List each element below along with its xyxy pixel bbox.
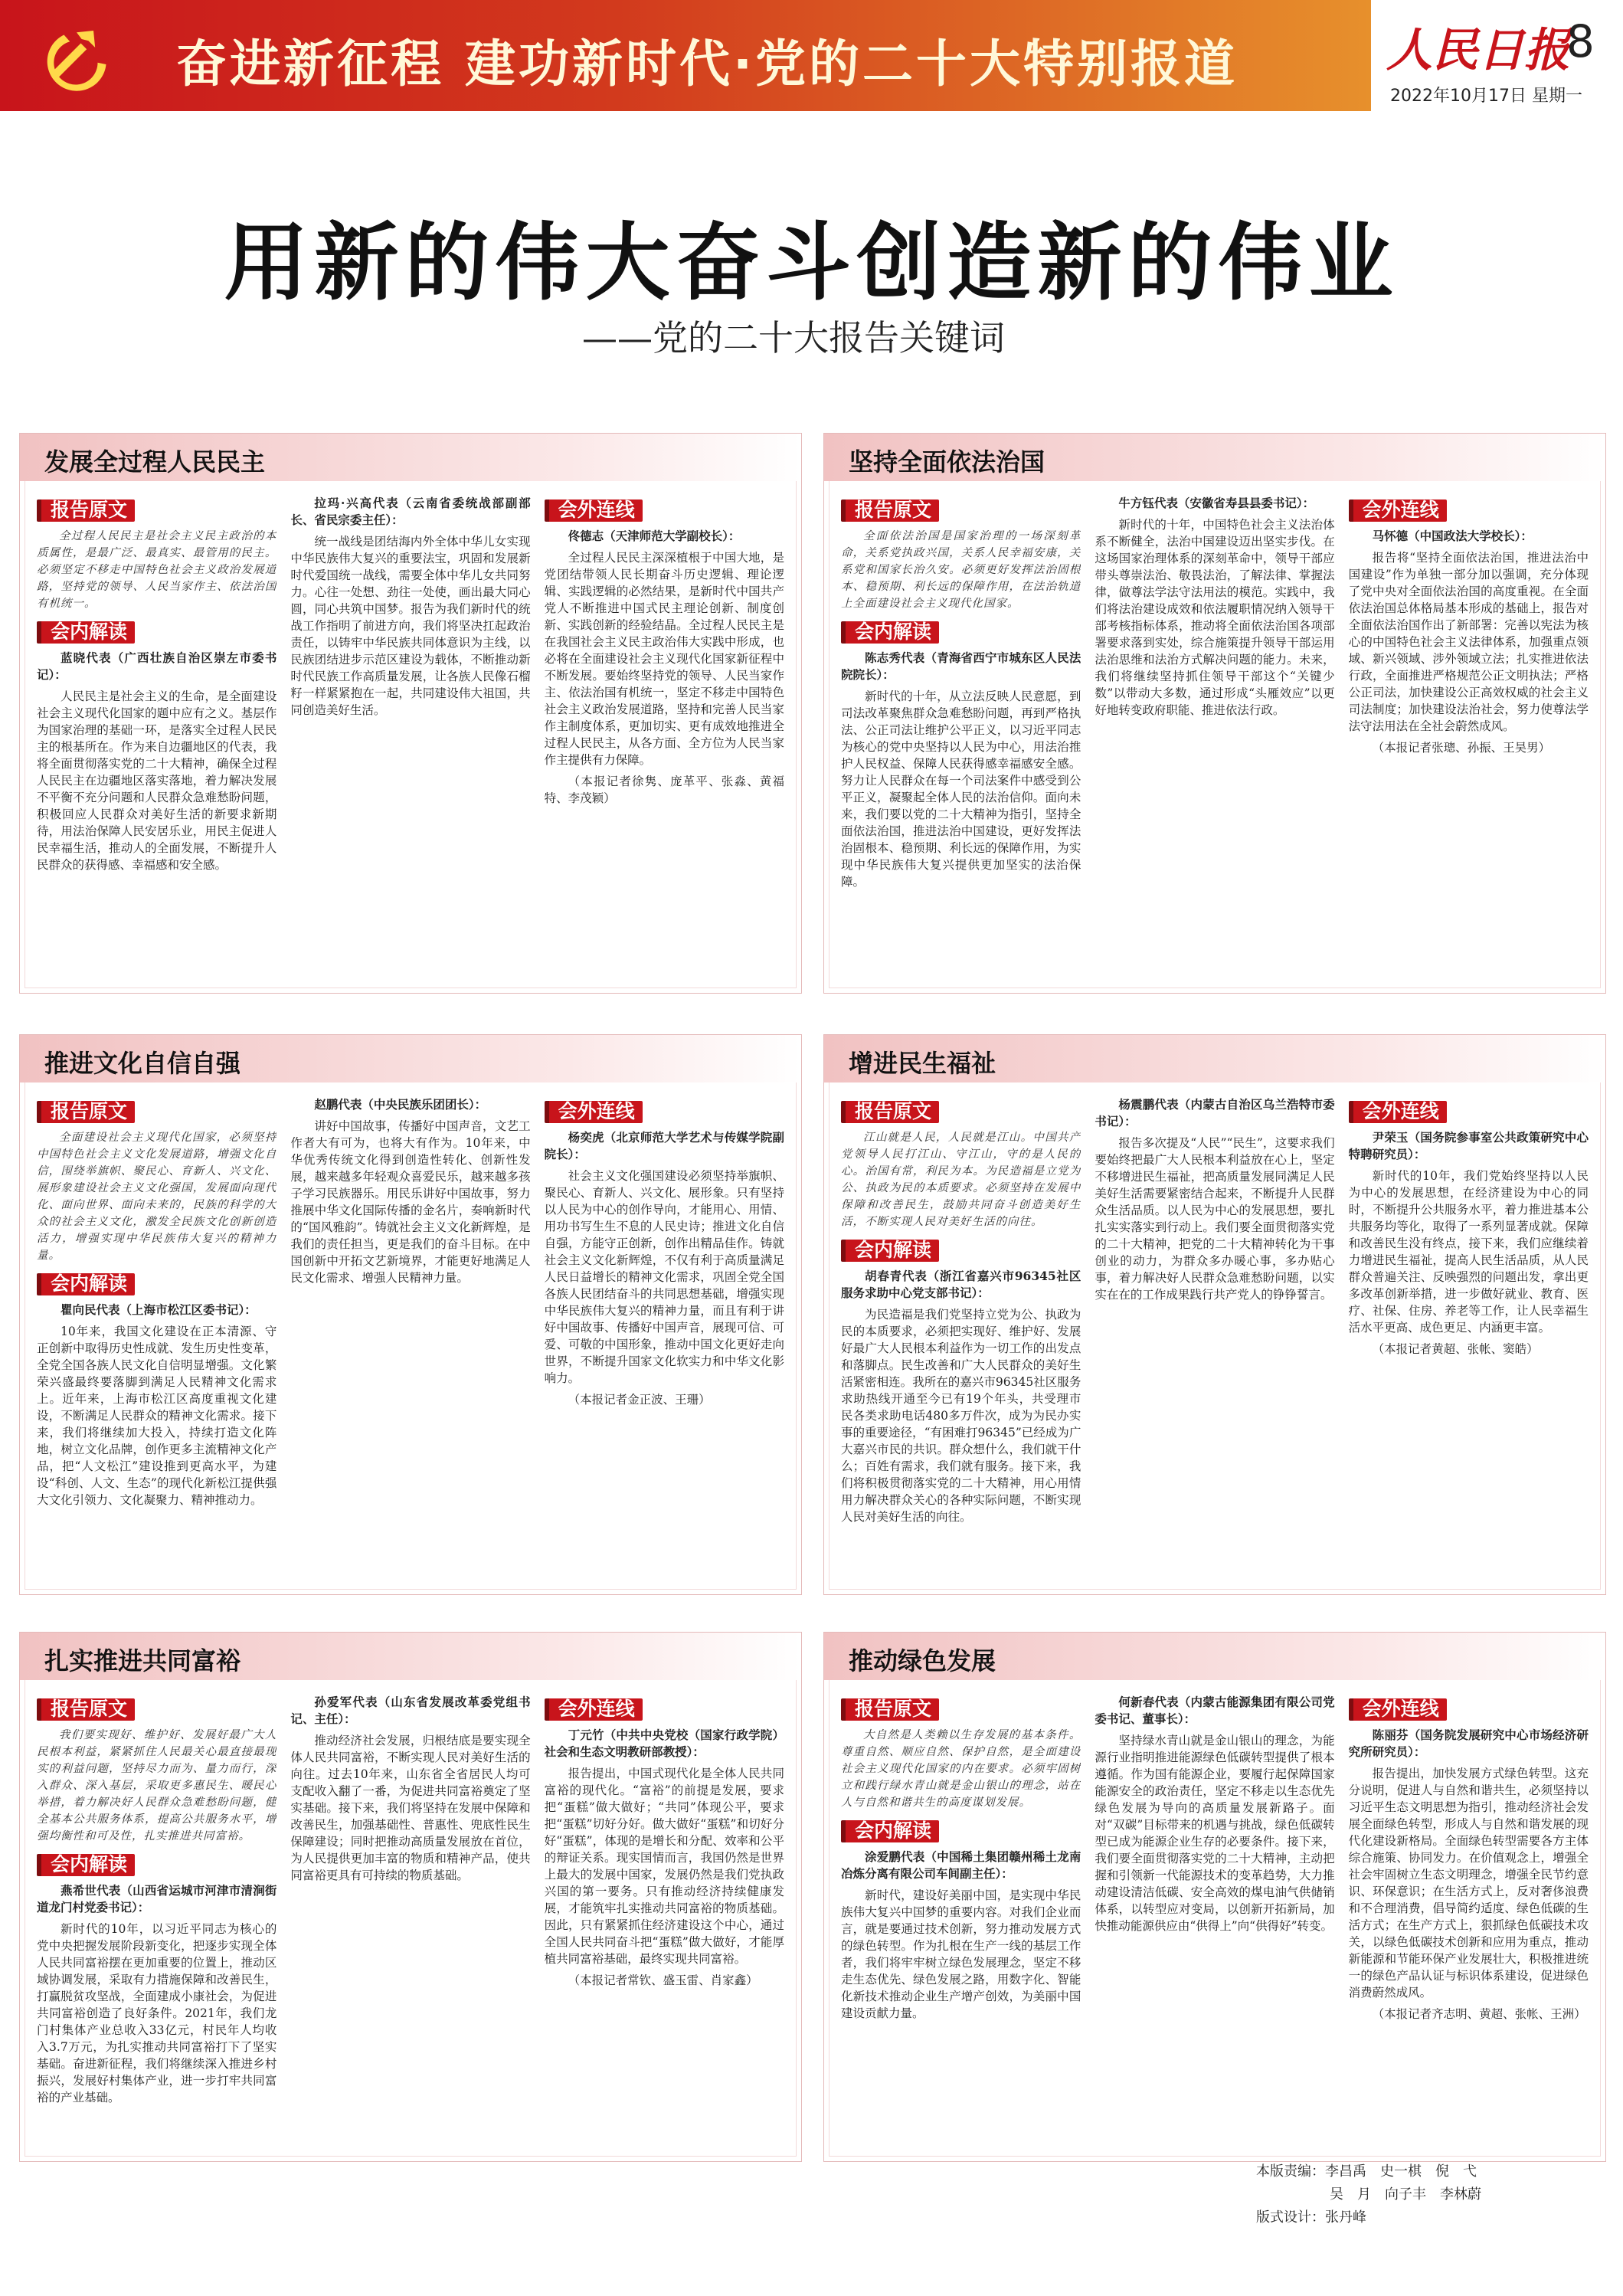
speaker-quote: 统一战线是团结海内外全体中华儿女实现中华民族伟大复兴的重要法宝，巩固和发展新时代爱国统一战线，需要全体中华儿女共同努力。心往一处想、劲往一处使，画出最大同心圆，同心共筑中国梦。报告为我们新时代的统战工作指明了前进方向，我们将坚决扛起政治责任，以铸牢中华民族共同体意识为主线，以民族团结进步示范区建设为载体，不断推动新时代民族工作高质量发展，让各族人民像石榴籽一样紧紧抱在一起，共同建设伟大祖国，共同创造美好生活。: [290, 535, 531, 717]
speaker: 牛方钰代表（安徽省寿县县委书记）：: [1118, 496, 1315, 510]
reporter-byline: （本报记者张璁、孙振、王昊男）: [1372, 741, 1551, 755]
speaker-quote: 为民造福是我们党坚持立党为公、执政为民的本质要求，必须把实现好、维护好、发展好最广大人民根本利益作为一切工作的出发点和落脚点。民生改善和广大人民群众的美好生活紧密相连。我所在的嘉兴市96345社区服务求助热线开通至今已有19个年头，共受理市民各类求助电话480多万件次，成为为民办实事的重要途径，“有困难打96345”已经成为广大嘉兴市民的共识。群众想什么，我们就干什么；百姓有需求，我们就有服务。接下来，我们将积极贯彻落实党的二十大精神，用心用情用力解决群众关心的各种实际问题，不断实现人民对美好生活的向往。: [841, 1308, 1081, 1524]
speaker-quote: 报告多次提及“人民”“民生”，这要求我们要始终把最广大人民根本利益放在心上，坚定不移增进民生福祉，把高质量发展同满足人民美好生活需要紧密结合起来，不断提升人民群众生活品质。以人民为中心的发展思想，要扎扎实实落实到行动上。我们要全面贯彻落实党的二十大精神，把党的二十大精神转化为干事创业的动力，为群众多办暖心事，多办贴心事，着力解决好人民群众急难愁盼问题，以实实在在的工作成果践行共产党人的铮铮誓言。: [1095, 1136, 1335, 1302]
inside-reading-tag: 会内解读: [841, 1240, 939, 1262]
speaker: 孙爱军代表（山东省发展改革委党组书记、主任）：: [290, 1695, 531, 1726]
section-header: [824, 1035, 1605, 1082]
section-header: [824, 1633, 1605, 1680]
report-original-text: 江山就是人民，人民就是江山。中国共产党领导人民打江山、守江山，守的是人民的心。治国有常，利民为本。为民造福是立党为公、执政为民的本质要求。必须坚持在发展中保障和改善民生，鼓励共同奋斗创造美好生活，不断实现人民对美好生活的向往。: [841, 1132, 1081, 1228]
column: [37, 1096, 276, 1580]
column: [290, 1694, 530, 2147]
column: [545, 1096, 784, 1580]
column: [1349, 495, 1589, 979]
speaker: 蓝晓代表（广西壮族自治区崇左市委书记）：: [37, 650, 277, 682]
inside-reading-tag: 会内解读: [841, 621, 939, 644]
inside-reading-tag: 会内解读: [37, 1854, 135, 1876]
speaker: 瞿向民代表（上海市松江区委书记）：: [61, 1302, 257, 1317]
sub-headline: ——党的二十大报告关键词: [582, 317, 1005, 359]
speaker: 陈志秀代表（青海省西宁市城东区人民法院院长）：: [841, 650, 1081, 682]
party-emblem-icon: [31, 14, 123, 98]
headline: 用新的伟大奋斗创造新的伟业: [224, 214, 1399, 312]
outside-link-tag: 会外连线: [1349, 499, 1447, 522]
column: [1349, 1096, 1589, 1580]
article-section: [823, 1034, 1606, 1595]
speaker-quote: 社会主义文化强国建设必须坚持举旗帜、聚民心、育新人、兴文化、展形象。只有坚持以人民为中心的创作导向，才能用心、用情、用功书写生生不息的人民史诗；推进文化自信自强，方能守正创新，创作出精品佳作。铸就社会主义文化新辉煌，不仅有利于高质量满足人民日益增长的精神文化需求，巩固全党全国各族人民团结奋斗的共同思想基础，增强实现中华民族伟大复兴的精神力量，而且有利于讲好中国故事、传播好中国声音，展现可信、可爱、可敬的中国形象，推动中国文化更好走向世界，不断提升国家文化软实力和中华文化影响力。: [544, 1169, 784, 1385]
reporter-byline: （本报记者徐隽、庞革平、张淼、黄福特、李茂颖）: [544, 775, 784, 805]
speaker: 赵鹏代表（中央民族乐团团长）：: [314, 1097, 487, 1112]
outside-link-tag: 会外连线: [1349, 1698, 1447, 1721]
section-title: 推动绿色发展: [849, 1646, 996, 1675]
outside-link-tag: 会外连线: [1349, 1101, 1447, 1123]
section-title: 坚持全面依法治国: [849, 447, 1045, 477]
page-number: 8: [1566, 15, 1595, 67]
outside-link-tag: 会外连线: [545, 1698, 643, 1721]
section-header: [20, 434, 801, 481]
speaker-quote: 坚持绿水青山就是金山银山的理念，为能源行业指明推进能源绿色低碳转型提供了根本遵循。作为国有能源企业，要履行起保障国家能源安全的政治责任，坚定不移走以生态优先绿色发展为导向的高质量发展新路子。面对“双碳”目标带来的机遇与挑战，绿色低碳转型已成为能源企业生存的必要条件。接下来，我们要全面贯彻落实党的二十大精神，主动把握和引领新一代能源技术的变革趋势，大力推动建设清洁低碳、安全高效的煤电油气供储销体系，以转型应对变局，以创新开拓新局，加快推动能源供应由“供得上”向“供得好”转变。: [1095, 1734, 1335, 1933]
section-header: [20, 1633, 801, 1680]
top-banner: [0, 0, 1371, 111]
column: [290, 495, 530, 979]
speaker: 马怀德（中国政法大学校长）：: [1372, 529, 1533, 543]
report-original-tag: 报告原文: [841, 1101, 939, 1123]
column: [37, 495, 276, 979]
column: [841, 1694, 1081, 2147]
column: [37, 1694, 276, 2147]
article-section: [19, 1034, 802, 1595]
reporter-byline: （本报记者金正波、王珊）: [568, 1393, 711, 1407]
speaker-quote: 报告提出，中国式现代化是全体人民共同富裕的现代化。“富裕”的前提是发展，要求把“蛋糕”做大做好；“共同”体现公平，要求把“蛋糕”切好分好。做大做好“蛋糕”和切好分好“蛋糕”，体现的是增长和分配、效率和公平的辩证关系。现实国情而言，我国仍然是世界上最大的发展中国家，发展仍然是我们党执政兴国的第一要务。只有推动经济持续健康发展，才能筑牢扎实推动共同富裕的物质基础。因此，只有紧紧抓住经济建设这个中心，通过全国人民共同奋斗把“蛋糕”做大做好，才能厚植共同富裕基础，最终实现共同富裕。: [544, 1767, 784, 1966]
inside-reading-tag: 会内解读: [37, 1273, 135, 1295]
section-header: [824, 434, 1605, 481]
reporter-byline: （本报记者常钦、盛玉雷、肖家鑫）: [568, 1973, 758, 1987]
section-title: 发展全过程人民民主: [44, 447, 266, 477]
speaker: 燕希世代表（山西省运城市河津市清涧街道龙门村党委书记）：: [37, 1883, 277, 1914]
column: [545, 495, 784, 979]
speaker-quote: 新时代的10年，我们党始终坚持以人民为中心的发展思想，在经济建设为中心的同时，不断提升公共服务水平，着力推进基本公共服务均等化，取得了一系列显著成就。保障和改善民生没有终点，接下来，我们应继续着力增进民生福祉，提高人民生活品质，从人民群众普遍关注、反映强烈的问题出发，拿出更多改革创新举措，进一步做好就业、教育、医疗、社保、住房、养老等工作，让人民幸福生活水平更高、成色更足、内涵更丰富。: [1348, 1169, 1589, 1335]
column: [290, 1096, 530, 1580]
column: [1095, 1096, 1334, 1580]
speaker: 尹荣玉（国务院参事室公共政策研究中心特聘研究员）：: [1348, 1130, 1589, 1161]
editor-line-3: 版式设计：张丹峰: [1256, 2209, 1366, 2226]
speaker: 陈丽芬（国务院发展研究中心市场经济研究所研究员）：: [1348, 1728, 1589, 1759]
report-original-tag: 报告原文: [37, 1698, 135, 1721]
article-section: [19, 433, 802, 994]
section-title: 扎实推进共同富裕: [44, 1646, 241, 1675]
speaker-quote: 人民民主是社会主义的生命，是全面建设社会主义现代化国家的题中应有之义。基层作为国家治理的基础一环，是落实全过程人民民主的根基所在。作为来自边疆地区的代表，我将全面贯彻落实党的二十大精神，确保全过程人民民主在边疆地区落实落地，着力解决发展不平衡不充分问题和人民群众急难愁盼问题，积极回应人民群众对美好生活的新要求新期待，用法治保障人民安居乐业，用民主促进人民幸福生活，推动人的全面发展，不断提升人民群众的获得感、幸福感和安全感。: [37, 689, 277, 872]
section-title: 增进民生福祉: [849, 1049, 996, 1078]
speaker-quote: 新时代的10年，以习近平同志为核心的党中央把握发展阶段新变化，把逐步实现全体人民共同富裕摆在更加重要的位置上，推动区域协调发展，采取有力措施保障和改善民生，打赢脱贫攻坚战，全面建成小康社会，为促进共同富裕创造了良好条件。2021年，我们龙门村集体产业总收入33亿元，村民年人均收入3.7万元，为扎实推动共同富裕打下了坚实基础。奋进新征程，我们将继续深入推进乡村振兴，发展好村集体产业，进一步打牢共同富裕的产业基础。: [37, 1922, 277, 2104]
section-title: 推进文化自信自强: [44, 1049, 241, 1078]
speaker-quote: 10年来，我国文化建设在正本清源、守正创新中取得历史性成就、发生历史性变革，全党全国各族人民文化自信明显增强。文化繁荣兴盛最终要落脚到满足人民精神文化需求上。近年来，上海市松江区高度重视文化建设，不断满足人民群众的精神文化需求。接下来，我们将继续加大投入，持续打造文化阵地，树立文化品牌，创作更多主流精神文化产品，把“人文松江”建设推到更高水平，为建设“科创、人文、生态”的现代化新松江提供强大文化引领力、文化凝聚力、精神推动力。: [37, 1325, 277, 1507]
reporter-byline: （本报记者黄超、张帐、窦皓）: [1372, 1342, 1539, 1356]
speaker: 何新春代表（内蒙古能源集团有限公司党委书记、董事长）：: [1095, 1695, 1335, 1726]
article-section: [823, 433, 1606, 994]
speaker: 丁元竹（中共中央党校（国家行政学院）社会和生态文明教研部教授）：: [544, 1728, 784, 1759]
report-original-text: 全面建设社会主义现代化国家，必须坚持中国特色社会主义文化发展道路，增强文化自信，围绕举旗帜、聚民心、育新人、兴文化、展形象建设社会主义文化强国，发展面向现代化、面向世界、面向未来的，民族的科学的大众的社会主义文化，激发全民族文化创新创造活力，增强实现中华民族伟大复兴的精神力量。: [37, 1132, 277, 1262]
report-original-text: 我们要实现好、维护好、发展好最广大人民根本利益，紧紧抓住人民最关心最直接最现实的利益问题，坚持尽力而为、量力而行，深入群众、深入基层，采取更多惠民生、暖民心举措，着力解决好人民群众急难愁盼问题，健全基本公共服务体系，提高公共服务水平，增强均衡性和可及性，扎实推进共同富裕。: [37, 1729, 277, 1842]
speaker-quote: 全过程人民民主深深植根于中国大地，是党团结带领人民长期奋斗历史逻辑、理论逻辑、实践逻辑的必然结果，是新时代中国共产党人不断推进中国式民主理论创新、制度创新、实践创新的经验结晶。全过程人民民主是在我国社会主义民主政治伟大实践中形成，也必将在全面建设社会主义现代化国家新征程中不断发展。要始终坚持党的领导、人民当家作主、依法治国有机统一，坚定不移走中国特色社会主义政治发展道路，坚持和完善人民当家作主制度体系，更加切实、更有成效地推进全过程人民民主，从各方面、全方位为人民当家作主提供有力保障。: [544, 551, 784, 767]
report-original-tag: 报告原文: [37, 499, 135, 522]
speaker-quote: 讲好中国故事，传播好中国声音，文艺工作者大有可为，也将大有作为。10年来，中华优秀传统文化得到创造性转化、创新性发展，越来越多年轻观众喜爱民乐，越来越多孩子学习民族器乐。用民乐讲好中国故事，努力推展中华文化国际传播的金名片，奏响新时代的“国风雅韵”。铸就社会主义文化新辉煌，是我们的责任担当，更是我们的奋斗目标。在中国创新中开拓文艺新境界，才能更好地满足人民文化需求、增强人民精神力量。: [290, 1119, 531, 1285]
speaker: 杨奕虎（北京师范大学艺术与传媒学院副院长）：: [544, 1130, 784, 1161]
speaker-quote: 新时代的十年，从立法反映人民意愿，到司法改革聚焦群众急难愁盼问题，再到严格执法、公正司法让维护公平正义，以习近平同志为核心的党中央坚持以人民为中心，用法治推护人民权益、保障人民获得感幸福感安全感。努力让人民群众在每一个司法案件中感受到公平正义，凝聚起全体人民的法治信仰。面向未来，我们要以党的二十大精神为指引，坚持全面依法治国，推进法治中国建设，更好发挥法治固根本、稳预期、利长远的保障作用，为实现中华民族伟大复兴提供更加坚实的法治保障。: [841, 689, 1081, 889]
section-header: [20, 1035, 801, 1082]
issue-date: 2022年10月17日 星期一: [1390, 87, 1582, 106]
article-section: [19, 1632, 802, 2162]
speaker-quote: 报告将“坚持全面依法治国，推进法治中国建设”作为单独一部分加以强调，充分体现了党中央对全面依法治国的高度重视。在全面依法治国总体格局基本形成的基础上，报告对全面依法治国作出了新部署：完善以宪法为核心的中国特色社会主义法律体系，加强重点领域、新兴领域、涉外领域立法；扎实推进依法行政，全面推进严格规范公正文明执法；严格公正司法，加快建设公正高效权威的社会主义司法制度；加快建设法治社会，努力使尊法学法守法用法在全社会蔚然成风。: [1348, 551, 1589, 733]
masthead-logo: 人民日报: [1386, 24, 1570, 77]
column: [841, 495, 1081, 979]
outside-link-tag: 会外连线: [545, 499, 643, 522]
speaker: 涂爱鹏代表（中国稀土集团赣州稀土龙南冶炼分离有限公司车间副主任）：: [841, 1849, 1081, 1881]
reporter-byline: （本报记者齐志明、黄超、张帐、王洲）: [1372, 2007, 1586, 2021]
editor-line-1: 本版责编：李昌禹 史一棋 倪 弋: [1256, 2163, 1477, 2180]
speaker: 胡春青代表（浙江省嘉兴市96345社区服务求助中心党支部书记）：: [841, 1269, 1081, 1300]
report-original-tag: 报告原文: [841, 1698, 939, 1721]
report-original-tag: 报告原文: [841, 499, 939, 522]
report-original-text: 全面依法治国是国家治理的一场深刻革命，关系党执政兴国，关系人民幸福安康，关系党和国家长治久安。必须更好发挥法治固根本、稳预期、利长远的保障作用，在法治轨道上全面建设社会主义现代化国家。: [841, 530, 1081, 610]
column: [545, 1694, 784, 2147]
inside-reading-tag: 会内解读: [37, 621, 135, 644]
inside-reading-tag: 会内解读: [841, 1820, 939, 1842]
article-section: [823, 1632, 1606, 2162]
report-original-text: 全过程人民民主是社会主义民主政治的本质属性，是最广泛、最真实、最管用的民主。必须坚定不移走中国特色社会主义政治发展道路，坚持党的领导、人民当家作主、依法治国有机统一。: [37, 530, 277, 610]
speaker: 拉玛·兴高代表（云南省委统战部副部长、省民宗委主任）：: [290, 496, 531, 527]
editor-credits: [1256, 2160, 1593, 2229]
column: [1095, 495, 1334, 979]
column: [1349, 1694, 1589, 2147]
speaker-quote: 新时代，建设好美丽中国，是实现中华民族伟大复兴中国梦的重要内容。对我们企业而言，就是要通过技术创新，努力推动发展方式的绿色转型。作为扎根在生产一线的基层工作者，我们将牢牢树立绿色发展理念，坚定不移走生态优先、绿色发展之路，用数字化、智能化新技术推动企业生产增产创效，为美丽中国建设贡献力量。: [841, 1888, 1081, 2020]
report-original-tag: 报告原文: [37, 1101, 135, 1123]
speaker: 佟德志（天津师范大学副校长）：: [568, 529, 741, 543]
banner-title: 奋进新征程 建功新时代·党的二十大特别报道: [176, 34, 1239, 93]
column: [1095, 1694, 1334, 2147]
speaker-quote: 新时代的十年，中国特色社会主义法治体系不断健全，法治中国建设迈出坚实步伐。在这场国家治理体系的深刻革命中，领导干部应带头尊崇法治、敬畏法治，了解法律、掌握法律，做尊法学法守法用法的模范。实践中，我们将法治建设成效和依法履职情况纳入领导干部考核指标体系，推动将全面依法治国各项部署要求落到实处，综合施策提升领导干部运用法治思维和法治方式解决问题的能力。未来，我们将继续坚持抓住领导干部这个“关键少数”以带动大多数，通过形成“头雁效应”以更好地转变政府职能、推进依法行政。: [1095, 518, 1335, 717]
editor-line-2: 吴 月 向子丰 李林蔚: [1330, 2186, 1481, 2203]
speaker-quote: 报告提出，加快发展方式绿色转型。这充分说明，促进人与自然和谐共生，必须坚持以习近平生态文明思想为指引，推动经济社会发展全面绿色转型，形成人与自然和谐发展的现代化建设新格局。全面绿色转型需要各方主体综合施策、协同发力。在价值观念上，增强全社会牢固树立生态文明理念，增强全民节约意识、环保意识；在生活方式上，反对奢侈浪费和不合理消费，倡导简约适度、绿色低碳的生活方式；在生产方式上，狠抓绿色低碳技术攻关，以绿色低碳技术创新和应用为重点，推动新能源和节能环保产业发展壮大，积极推进统一的绿色产品认证与标识体系建设，促进绿色消费蔚然成风。: [1348, 1767, 1589, 2000]
speaker-quote: 推动经济社会发展，归根结底是要实现全体人民共同富裕，不断实现人民对美好生活的向往。过去10年来，山东省全省居民人均可支配收入翻了一番，为促进共同富裕奠定了坚实基础。接下来，我们将坚持在发展中保障和改善民生，加强基础性、普惠性、兜底性民生保障建设；同时把推动高质量发展放在首位，为人民提供更加丰富的物质和精神产品，使共同富裕更具有可持续的物质基础。: [290, 1734, 531, 1882]
report-original-text: 大自然是人类赖以生存发展的基本条件。尊重自然、顺应自然、保护自然，是全面建设社会主义现代化国家的内在要求。必须牢固树立和践行绿水青山就是金山银山的理念，站在人与自然和谐共生的高度谋划发展。: [841, 1729, 1081, 1809]
outside-link-tag: 会外连线: [545, 1101, 643, 1123]
column: [841, 1096, 1081, 1580]
speaker: 杨震鹏代表（内蒙古自治区乌兰浩特市委书记）：: [1095, 1097, 1335, 1128]
